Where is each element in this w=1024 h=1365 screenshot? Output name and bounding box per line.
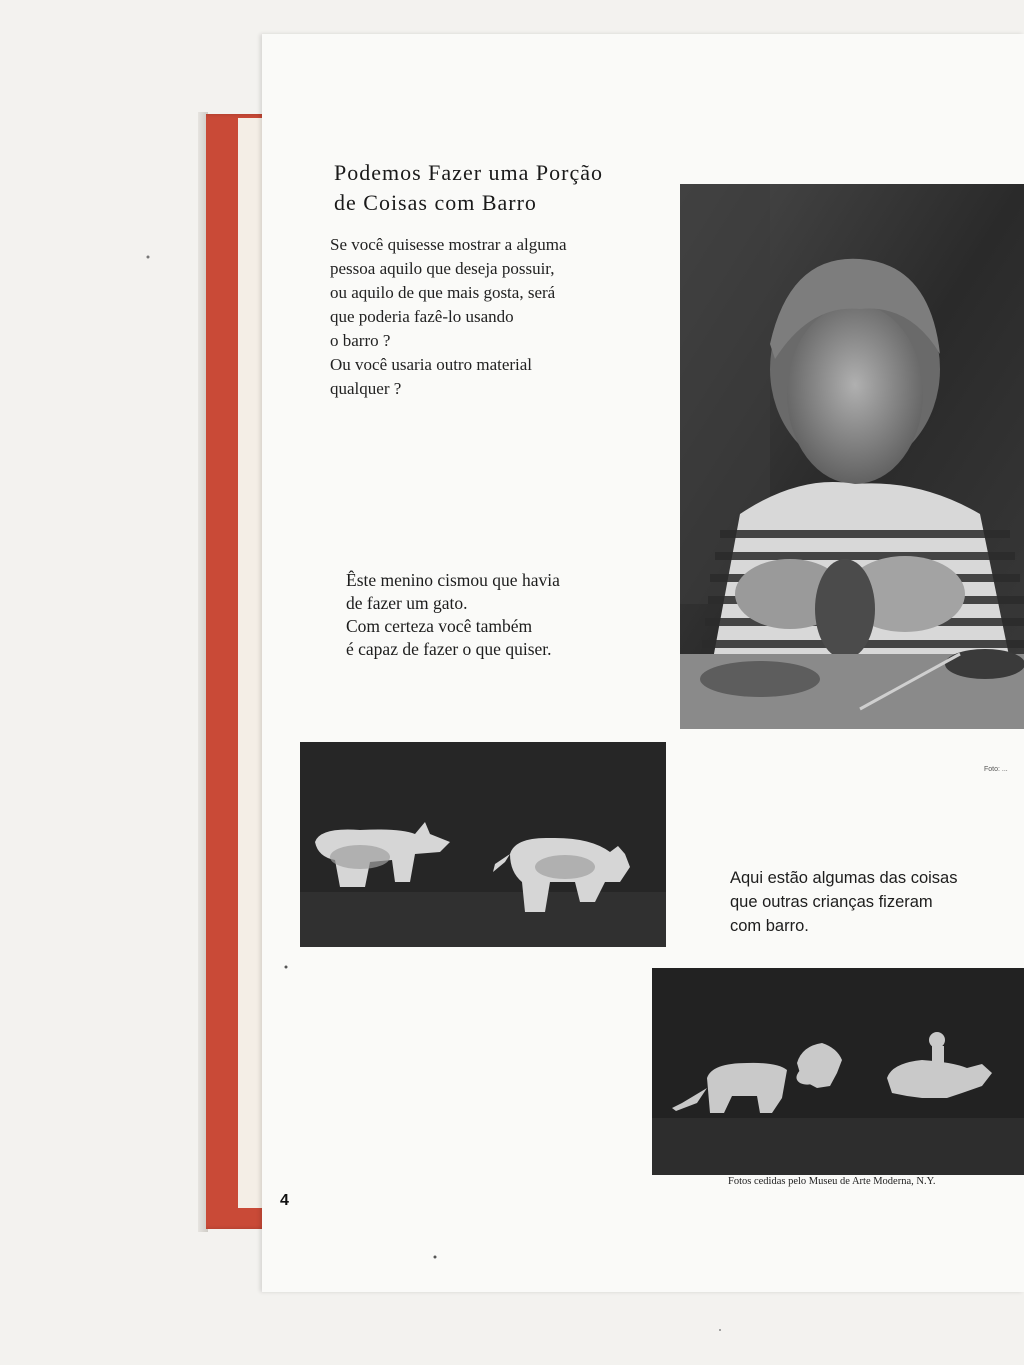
boy-caption (346, 569, 646, 661)
intro-line: pessoa aquilo que deseja possuir, (330, 259, 555, 278)
intro-line: Ou você usaria outro material (330, 355, 533, 374)
caption-line: Aqui estão algumas das coisas (730, 869, 958, 887)
boy-with-clay-photo (680, 184, 1024, 729)
intro-paragraph (330, 233, 660, 401)
clay-animals-photo-1 (300, 742, 666, 947)
things-caption (730, 866, 990, 938)
book-page (262, 34, 1024, 1292)
caption-line: que outras crianças fizeram (730, 893, 933, 911)
caption-line: Êste menino cismou que havia (346, 570, 560, 590)
page-title (334, 158, 694, 218)
caption-line: de fazer um gato. (346, 593, 468, 613)
boy-photo-credit: Foto: ... (984, 766, 1008, 773)
page-number: 4 (280, 1192, 289, 1209)
title-line-2: de Coisas com Barro (334, 190, 537, 215)
intro-line: ou aquilo de que mais gosta, será (330, 283, 556, 302)
intro-line: o barro ? (330, 331, 391, 350)
clay-animals-photo-2 (652, 968, 1024, 1175)
photos-credit: Fotos cedidas pelo Museu de Arte Moderna, N.Y. (728, 1176, 936, 1187)
caption-line: Com certeza você também (346, 616, 533, 636)
caption-line: com barro. (730, 917, 809, 935)
title-line-1: Podemos Fazer uma Porção (334, 160, 603, 185)
intro-line: que poderia fazê-lo usando (330, 307, 514, 326)
intro-line: Se você quisesse mostrar a alguma (330, 235, 567, 254)
intro-line: qualquer ? (330, 379, 402, 398)
caption-line: é capaz de fazer o que quiser. (346, 639, 552, 659)
